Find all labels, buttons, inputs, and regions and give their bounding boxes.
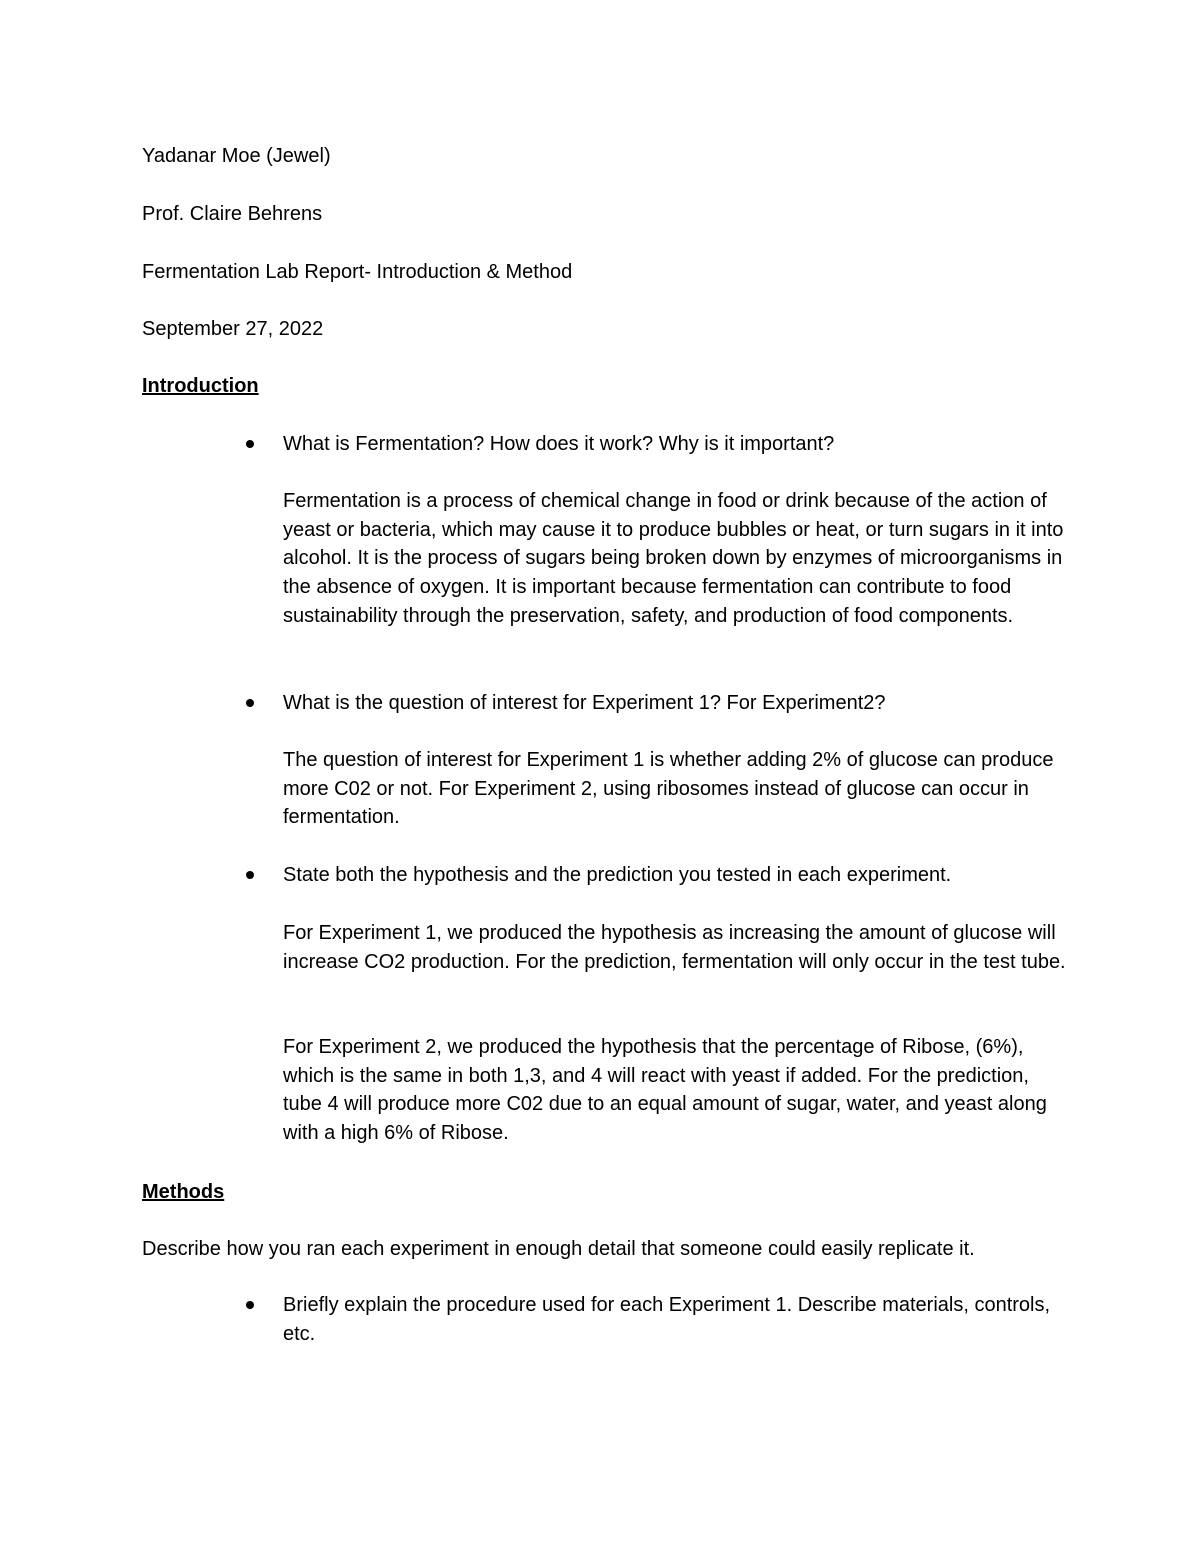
professor-name: Prof. Claire Behrens <box>142 203 323 225</box>
question-hypothesis: State both the hypothesis and the prediction you tested in each experiment. <box>283 864 952 886</box>
introduction-heading: Introduction <box>142 375 259 397</box>
methods-intro: Describe how you ran each experiment in enough detail that someone could easily replicate it. <box>142 1238 975 1260</box>
answer-hypothesis-exp1: For Experiment 1, we produced the hypothesis as increasing the amount of glucose will increase CO2 production. For the prediction, fermentation will only occur in the test tube. <box>283 922 1066 973</box>
question-interest: What is the question of interest for Experiment 1? For Experiment2? <box>283 692 886 714</box>
bullet-icon <box>246 871 254 879</box>
bullet-icon <box>246 699 254 707</box>
question-fermentation: What is Fermentation? How does it work? Why is it important? <box>283 433 835 455</box>
bullet-icon <box>246 1301 254 1309</box>
question-procedure: Briefly explain the procedure used for each Experiment 1. Describe materials, controls, etc. <box>283 1294 1051 1345</box>
report-date: September 27, 2022 <box>142 318 324 340</box>
answer-fermentation: Fermentation is a process of chemical change in food or drink because of the action of yeast or bacteria, which may cause it to produce bubbles or heat, or turn sugars in it into alcohol. It is the process of sugars being broken down by enzymes of microorganisms in the absence of oxygen. It is important because fermentation can contribute to food sustainability through the preservation, safety, and production of food components. <box>283 490 1064 627</box>
author-name: Yadanar Moe (Jewel) <box>142 145 331 167</box>
bullet-icon <box>246 440 254 448</box>
answer-hypothesis-exp2: For Experiment 2, we produced the hypothesis that the percentage of Ribose, (6%), which is the same in both 1,3, and 4 will react with yeast if added. For the prediction, tube 4 will produce more C02 due to an equal amount of sugar, water, and yeast along with a high 6% of Ribose. <box>283 1036 1047 1145</box>
answer-interest: The question of interest for Experiment 1 is whether adding 2% of glucose can produce more C02 or not. For Experiment 2, using ribosomes instead of glucose can occur in fermentation. <box>283 749 1054 829</box>
methods-heading: Methods <box>142 1181 225 1203</box>
report-title: Fermentation Lab Report- Introduction & Method <box>142 261 573 283</box>
